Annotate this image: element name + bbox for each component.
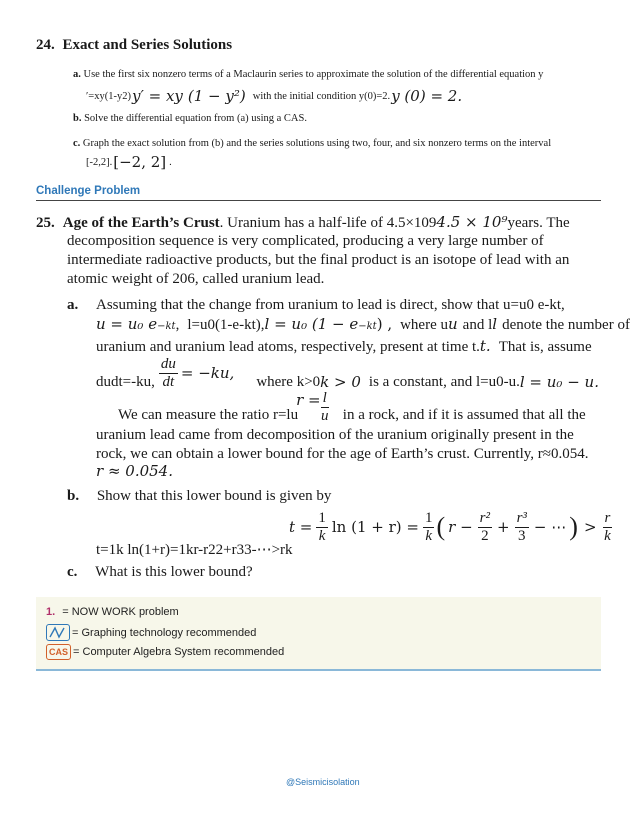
fraction-denominator: k — [425, 527, 433, 544]
sentence-end: . — [169, 156, 172, 168]
fraction-numerator: du — [160, 356, 176, 372]
part-label: a. — [67, 297, 79, 313]
fraction-denominator: u — [320, 407, 329, 424]
intro-line-4: atomic weight of 206, called uranium lead. — [67, 271, 325, 287]
problem-25a-line4 — [96, 355, 599, 391]
part-label: c. — [67, 564, 78, 580]
problem-24c-line2 — [86, 153, 172, 171]
part-label: b. — [67, 488, 80, 504]
intro-line-3: intermediate radioactive products, but the final product is an isotope of lead with an — [67, 252, 570, 268]
fraction-denominator: k — [604, 527, 611, 544]
l-u0-math: l = u₀ − u. — [519, 373, 599, 391]
intro-text: . Uranium has a half-life of 4.5×109 — [219, 215, 437, 231]
problem-25a-line2 — [96, 315, 630, 334]
problem-24b — [73, 113, 307, 124]
equation-lhs: y′ = xy — [131, 87, 183, 105]
t-symbol: t. — [479, 337, 491, 355]
legend-now-work — [46, 606, 179, 618]
greater-than: > — [583, 518, 597, 536]
part-label: b. — [73, 113, 82, 124]
problem-25a-line3 — [96, 337, 592, 356]
interval-math: [−2, 2] — [113, 153, 167, 171]
u-equation: u = u₀ e — [96, 315, 158, 333]
problem-25b-line1 — [67, 488, 331, 505]
fraction-denominator: k — [318, 527, 326, 544]
du-dt-fraction — [159, 356, 178, 390]
ellipsis-term: − ⋯ — [533, 518, 567, 536]
u-symbol: u — [448, 315, 458, 333]
dudt-text: dudt=-ku, — [96, 373, 155, 390]
now-work-text: = NOW WORK problem — [62, 606, 179, 618]
fraction-denominator: 2 — [481, 527, 489, 544]
fraction-denominator: dt — [162, 373, 175, 390]
where-k-text: where k>0 — [256, 373, 321, 390]
l-over-u-fraction — [321, 390, 329, 424]
part-text: What is this lower bound? — [95, 564, 253, 580]
problem-24a-line2 — [86, 87, 462, 105]
problem-title: Age of the Earth’s Crust — [62, 215, 220, 231]
problem-25a-line6: uranium lead came from decomposition of the uranium originally present in the — [96, 427, 574, 443]
equation-rhs: (1 − y²) — [187, 87, 246, 105]
problem-title: Exact and Series Solutions — [62, 37, 233, 53]
challenge-heading: Challenge Problem — [36, 185, 141, 197]
assume-text: That is, assume — [498, 339, 592, 355]
u-exponent: −kt — [157, 321, 176, 332]
l-exponent: −kt — [358, 321, 377, 332]
and-text: and l — [462, 317, 493, 333]
equation-alt-text: ′=xy(1-y2) — [86, 90, 131, 102]
part-label: c. — [73, 138, 81, 149]
r-over-k-fraction — [603, 510, 613, 544]
lower-bound-formula — [289, 510, 612, 544]
measure-text-2: in a rock, and if it is assumed that all the — [342, 406, 586, 423]
k-math: k > 0 — [320, 373, 361, 391]
l-equation-close: ) , — [376, 315, 393, 333]
fraction-numerator: 1 — [424, 510, 433, 526]
denote-text: denote the number of — [502, 317, 630, 333]
legend-cas — [46, 644, 284, 660]
one-over-k-fraction-2 — [423, 510, 435, 544]
part-label: a. — [73, 69, 81, 80]
section-divider — [36, 200, 601, 201]
problem-number: 25. — [36, 215, 55, 231]
cas-icon: CAS — [46, 644, 71, 660]
problem-24a-line1 — [73, 69, 543, 80]
part-text: Solve the differential equation from (a) using a CAS. — [84, 113, 307, 124]
constant-text: is a constant, and l=u0-u. — [368, 373, 520, 390]
intro-text-end: years. The — [507, 215, 570, 231]
cas-text: = Computer Algebra System recommended — [73, 646, 285, 658]
formula-alt-text: t=1k ln(1+r)=1kr-r22+r33-⋯>rk — [96, 542, 293, 558]
initial-condition-text: with the initial condition y(0)=2. — [252, 90, 391, 102]
r-minus: r − — [448, 518, 473, 536]
part-text: Assuming that the change from uranium to lead is direct, show that u=u0 e-kt, — [96, 297, 565, 313]
fraction-numerator: l — [322, 390, 327, 406]
legend-box — [36, 597, 601, 671]
r-lhs: r = — [296, 391, 321, 409]
initial-condition-math: y (0) = 2. — [391, 87, 463, 105]
legend-graphing — [46, 624, 256, 641]
part-text: Use the first six nonzero terms of a Maclaurin series to approximate the solution of the differential equation y — [83, 69, 544, 80]
problem-25a-line7: rock, we can obtain a lower bound for the age of Earth’s crust. Currently, r≈0.054. — [96, 446, 589, 462]
fraction-denominator: 3 — [518, 527, 526, 544]
problem-25a-line5 — [118, 390, 586, 424]
part-text: Show that this lower bound is given by — [96, 488, 332, 504]
problem-25-line1 — [36, 213, 570, 232]
l-symbol: l — [492, 315, 498, 333]
part-text: Graph the exact solution from (b) and the series solutions using two, four, and six nonzero terms on the interval — [82, 138, 552, 149]
fraction-numerator: r³ — [516, 510, 527, 526]
line-text: uranium and uranium lead atoms, respectively, present at time t. — [96, 339, 480, 355]
ln-term: ln (1 + r) = — [331, 518, 419, 536]
fraction-numerator: r — [604, 510, 611, 526]
now-work-number: 1. — [46, 606, 56, 618]
left-paren: ( — [436, 512, 446, 541]
t-equals: t = — [289, 518, 313, 536]
half-life-math: 4.5 × 10⁹ — [436, 213, 508, 231]
one-over-k-fraction — [316, 510, 328, 544]
intro-line-2: decomposition sequence is very complicated, producing a very large number of — [67, 233, 544, 249]
fraction-numerator: 1 — [318, 510, 326, 526]
plus-sign: + — [497, 518, 510, 536]
problem-number: 24. — [36, 37, 55, 53]
l-equation: l = u₀ (1 − e — [264, 315, 359, 333]
r-approx-math: r ≈ 0.054. — [96, 462, 173, 480]
l-equation-text: l=u0(1-e-kt), — [187, 317, 265, 333]
measure-text: We can measure the ratio r=lu — [118, 406, 299, 423]
problem-24c-line1 — [73, 138, 551, 149]
interval-alt-text: [-2,2]. — [86, 156, 113, 168]
right-paren: ) — [569, 512, 578, 541]
graphing-text: = Graphing technology recommended — [72, 626, 257, 639]
graphing-calculator-icon — [46, 624, 70, 641]
dudt-rhs: = −ku, — [180, 364, 235, 382]
comma: , — [175, 317, 180, 333]
problem-24-heading — [36, 37, 232, 54]
r3-over-3-fraction — [515, 510, 529, 544]
r2-over-2-fraction — [478, 510, 492, 544]
where-text: where u — [400, 317, 448, 333]
problem-25c — [67, 564, 253, 581]
footer-credit: @Seismicisolation — [286, 777, 360, 787]
fraction-numerator: r² — [479, 510, 490, 526]
problem-25a-line1 — [67, 297, 565, 314]
